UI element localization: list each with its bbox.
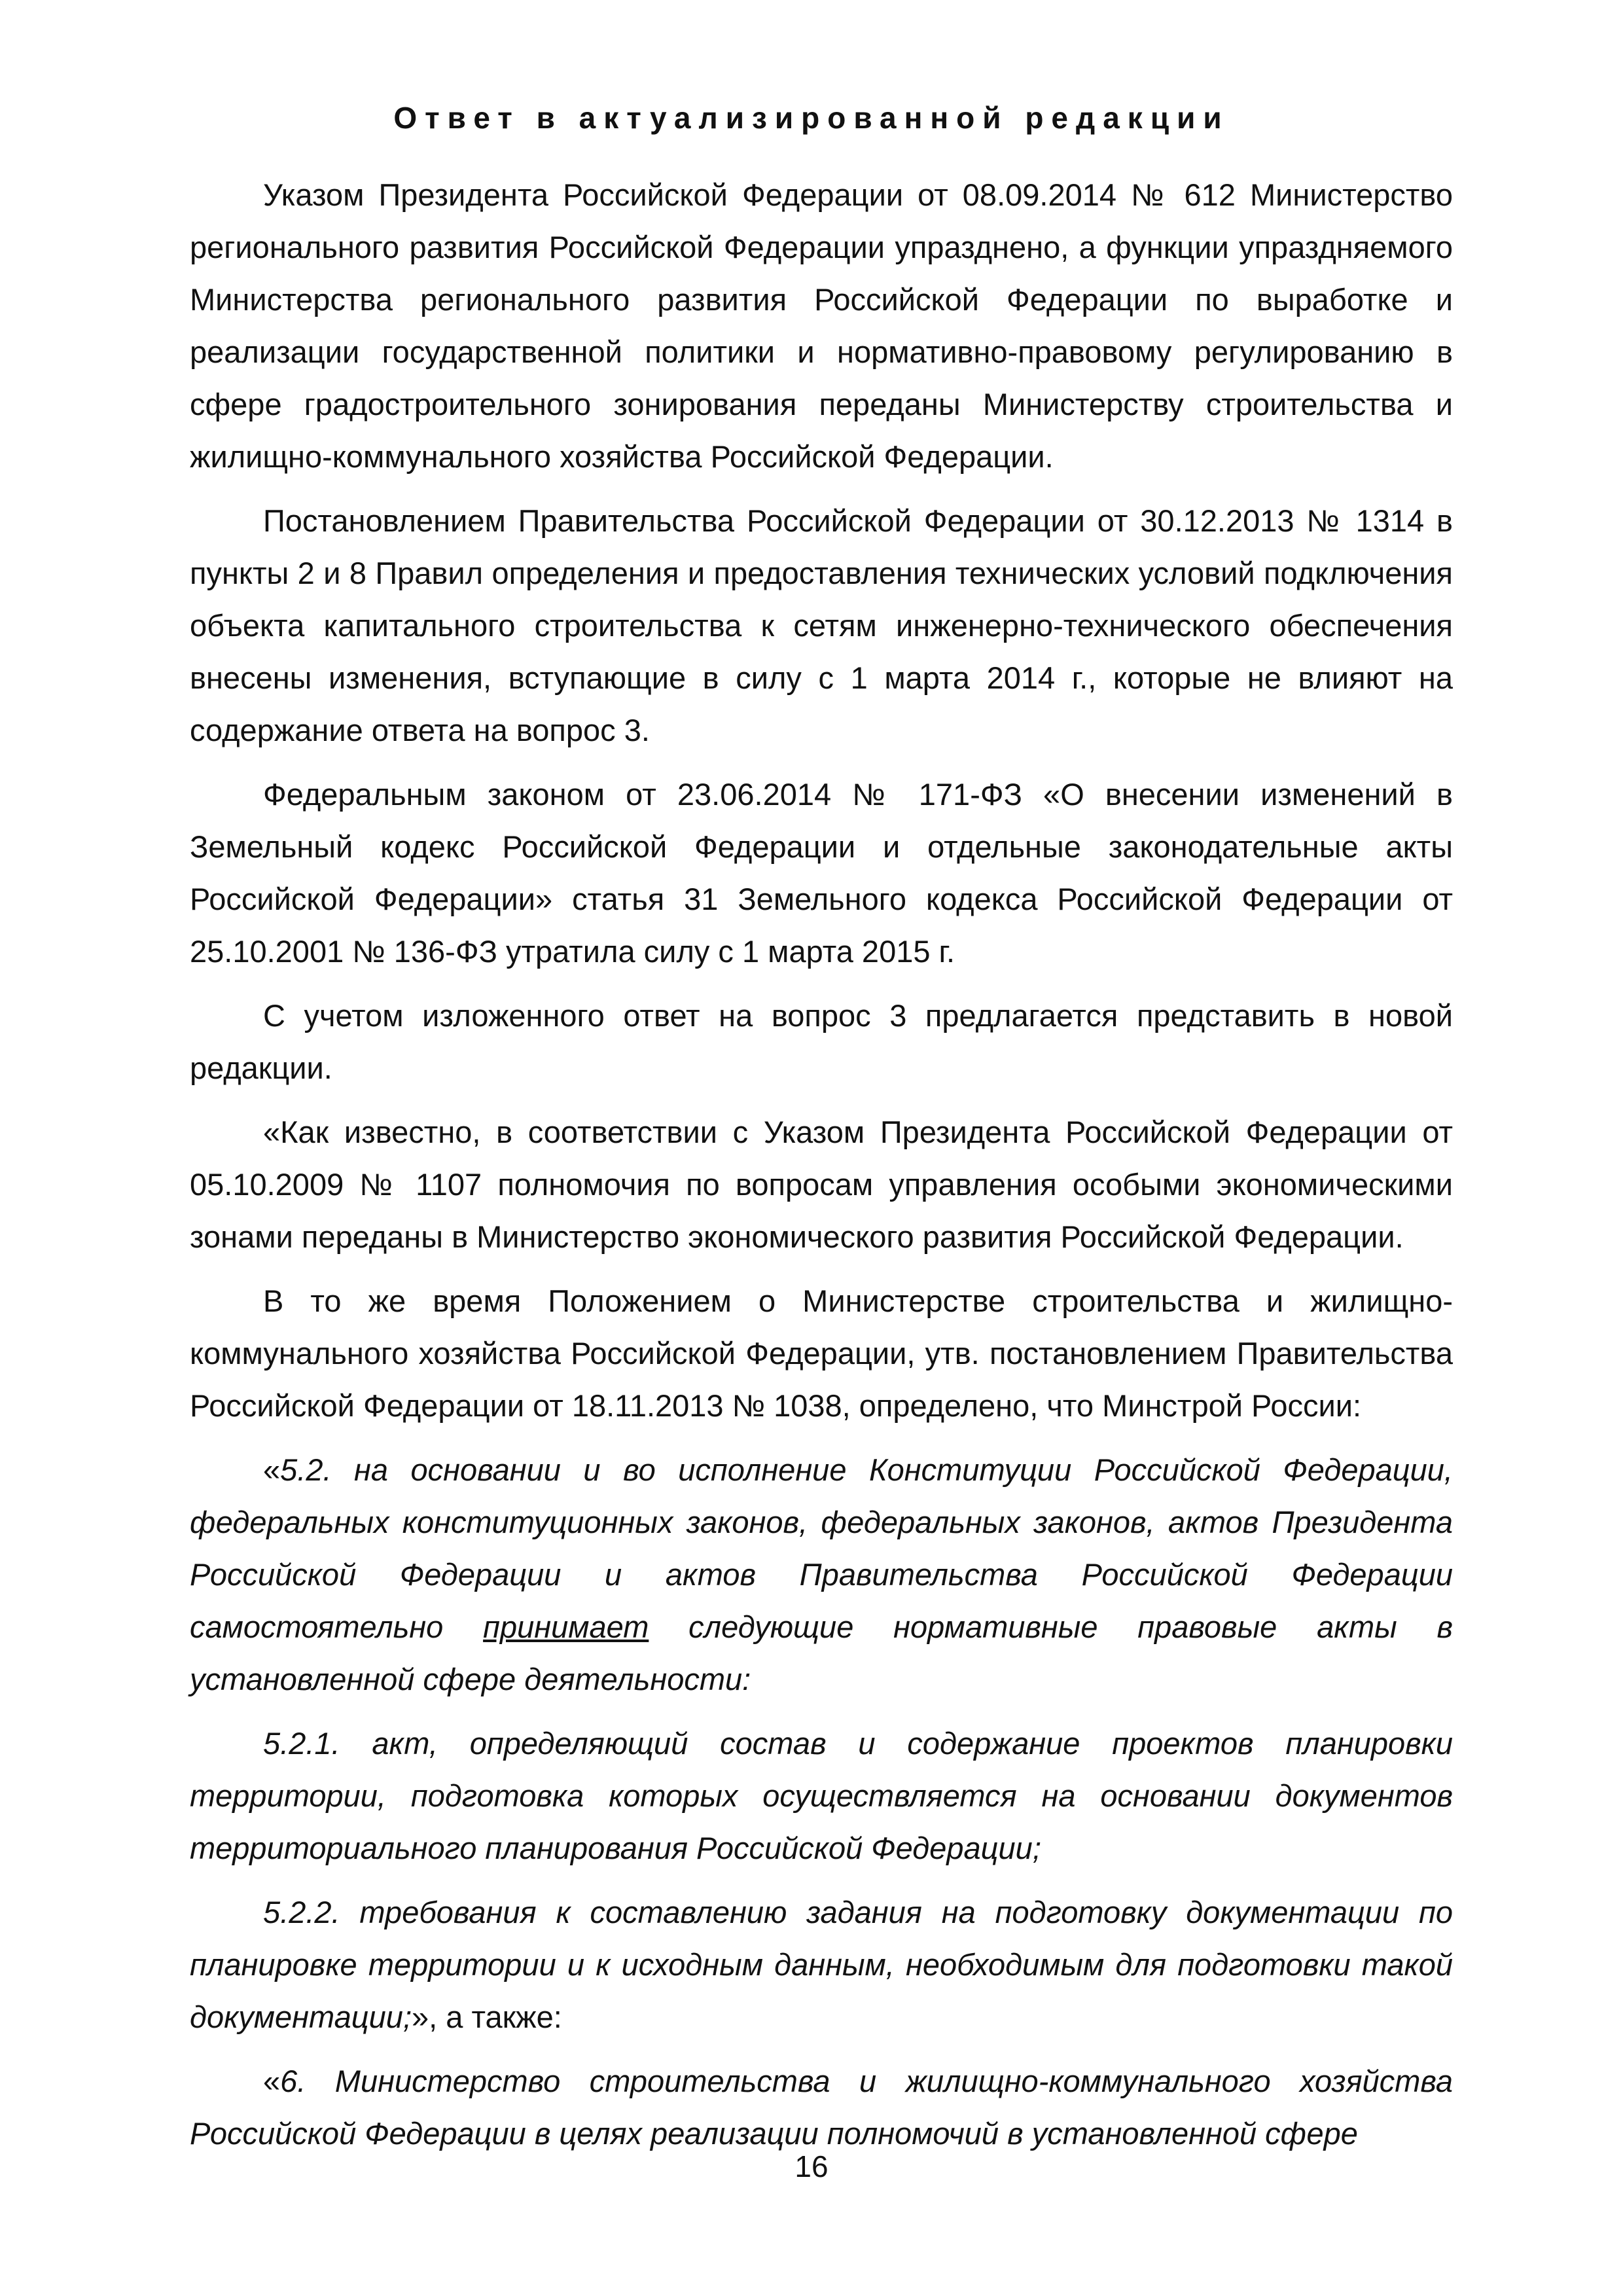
paragraph-clause-6 — [190, 2055, 1453, 2160]
page-number: 16 — [794, 2149, 829, 2183]
clause-5-2-2-closing: », а также: — [412, 2000, 562, 2034]
paragraph-minstroy-regulation: В то же время Положением о Министерстве строительства и жилищно-коммунального хозяйства Российской Федерации, утв. постановлением Правительства Российской Федерации от 18.11.2013 № 1038, определено, что Минстрой России: — [190, 1283, 1453, 1423]
paragraph-postanovlenie: Постановлением Правительства Российской Федерации от 30.12.2013 № 1314 в пункты 2 и 8 Правил определения и предоставления технических условий подключения объекта капитального строительства к сетям инженерно-технического обеспечения внесены изменения, вступающие в силу с 1 марта 2014 г., которые не влияют на содержание ответа на вопрос 3. — [190, 503, 1453, 747]
document-body — [190, 169, 1453, 2172]
clause-5-2-text-end: следующие нормативные правовые акты в установленной сфере деятельности: — [190, 1609, 1453, 1696]
paragraph-clause-5-2 — [190, 1444, 1453, 1706]
paragraph-ukaz: Указом Президента Российской Федерации от 08.09.2014 № 612 Министерство регионального развития Российской Федерации упразднено, а функции упраздняемого Министерства регионального развития Российской Федерации по выработке и реализации государственной политики и нормативно-правовому регулированию в сфере градостроительного зонирования переданы Министерству строительства и жилищно-коммунального хозяйства Российской Федерации. — [190, 177, 1453, 474]
paragraph-clause-5-2-2 — [190, 1886, 1453, 2043]
paragraph-new-edition: С учетом изложенного ответ на вопрос 3 предлагается представить в новой редакции. — [190, 998, 1453, 1085]
paragraph-economic-zones: «Как известно, в соответствии с Указом Президента Российской Федерации от 05.10.2009 № 1107 полномочия по вопросам управления особыми экономическими зонами переданы в Министерство экономического развития Российской Федерации. — [190, 1115, 1453, 1254]
clause-5-2-2-text: 5.2.2. требования к составлению задания на подготовку документации по планировке территории и к исходным данным, необходимым для подготовки такой документации; — [190, 1895, 1453, 2034]
clause-5-2-open-quote: « — [263, 1452, 281, 1487]
clause-5-2-text-start: 5.2. на основании и во исполнение Конституции Российской Федерации, федеральных конституционных законов, федеральных законов, актов Президента Российской Федерации и актов Правительства Российской Федерации самостоятельно — [190, 1452, 1453, 1644]
clause-6-open-quote: « — [263, 2064, 281, 2098]
clause-6-text: 6. Министерство строительства и жилищно-коммунального хозяйства Российской Федерации в целях реализации полномочий в установленной сфере — [190, 2064, 1453, 2151]
section-heading: Ответ в актуализированной редакции — [393, 101, 1230, 135]
paragraph-federal-law: Федеральным законом от 23.06.2014 № 171-ФЗ «О внесении изменений в Земельный кодекс Российской Федерации и отдельные законодательные акты Российской Федерации» статья 31 Земельного кодекса Российской Федерации от 25.10.2001 № 136-ФЗ утратила силу с 1 марта 2015 г. — [190, 777, 1453, 969]
paragraph-clause-5-2-1: 5.2.1. акт, определяющий состав и содержание проектов планировки территории, подготовка которых осуществляется на основании документов территориального планирования Российской Федерации; — [190, 1726, 1453, 1865]
clause-5-2-underlined-word: принимает — [483, 1609, 649, 1644]
